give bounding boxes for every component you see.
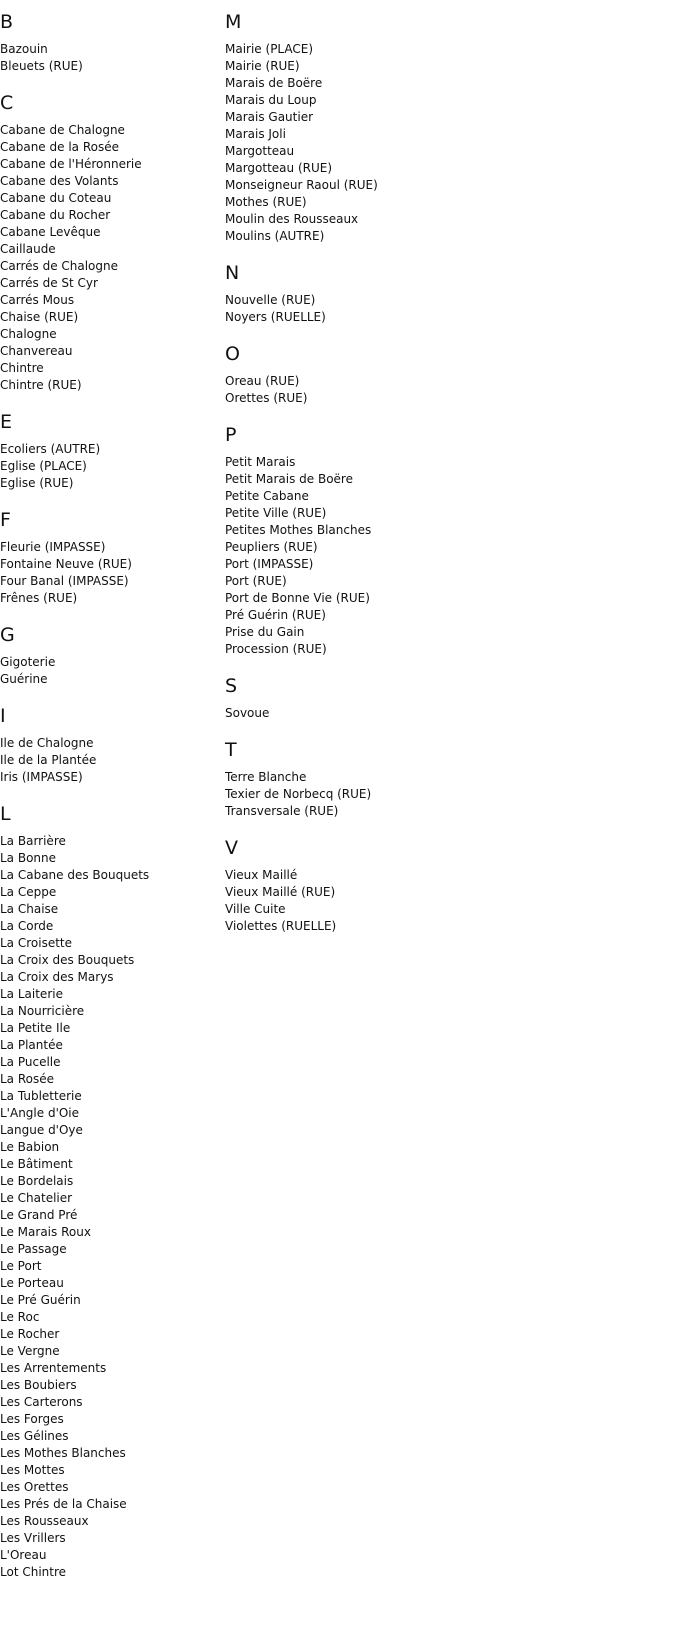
letter-group: [0, 705, 222, 786]
street-name: Monseigneur Raoul (RUE): [225, 178, 378, 192]
letter-group: [0, 11, 222, 75]
street-list: [0, 441, 222, 492]
street-index-left-column: [0, 0, 222, 1598]
letter-heading: M: [225, 11, 242, 33]
street-name: Les Mothes Blanches: [0, 1446, 126, 1460]
street-name: La Croix des Marys: [0, 970, 114, 984]
letter-group: [225, 262, 525, 326]
street-name: Le Port: [0, 1259, 42, 1273]
letter-heading: V: [225, 837, 238, 859]
street-list: [225, 867, 525, 935]
street-name: Eglise (RUE): [0, 476, 74, 490]
letter-heading: N: [225, 262, 240, 284]
street-name: Frênes (RUE): [0, 591, 78, 605]
street-list: [225, 705, 525, 722]
letter-heading: S: [225, 675, 238, 697]
street-name: Oreau (RUE): [225, 374, 300, 388]
letter-group: [0, 803, 222, 1581]
letter-heading: O: [225, 343, 240, 365]
street-name: Procession (RUE): [225, 642, 327, 656]
street-name: Le Bâtiment: [0, 1157, 73, 1171]
street-name: Le Chatelier: [0, 1191, 73, 1205]
street-list: [0, 41, 222, 75]
street-name: Bazouin: [0, 42, 48, 56]
street-name: Four Banal (IMPASSE): [0, 574, 129, 588]
letter-heading: I: [0, 705, 6, 727]
street-name: Le Roc: [0, 1310, 40, 1324]
street-list: [225, 373, 525, 407]
street-name: La Pucelle: [0, 1055, 61, 1069]
street-name: Cabane de la Rosée: [0, 140, 119, 154]
street-name: Guérine: [0, 672, 48, 686]
street-list: [225, 41, 525, 245]
street-name: Chaise (RUE): [0, 310, 79, 324]
street-name: Vieux Maillé (RUE): [225, 885, 336, 899]
street-name: Ville Cuite: [225, 902, 286, 916]
letter-group: [0, 624, 222, 688]
street-name: Le Vergne: [0, 1344, 60, 1358]
street-name: Les Forges: [0, 1412, 64, 1426]
street-name: Eglise (PLACE): [0, 459, 87, 473]
street-name: Petite Ville (RUE): [225, 506, 327, 520]
street-name: Cabane des Volants: [0, 174, 119, 188]
street-name: Prise du Gain: [225, 625, 305, 639]
street-name: La Petite Ile: [0, 1021, 71, 1035]
street-name: Port (IMPASSE): [225, 557, 314, 571]
street-name: La Nourricière: [0, 1004, 85, 1018]
street-name: Les Gélines: [0, 1429, 69, 1443]
street-name: Texier de Norbecq (RUE): [225, 787, 372, 801]
street-name: Cabane de l'Héronnerie: [0, 157, 142, 171]
street-list: [0, 539, 222, 607]
street-name: Nouvelle (RUE): [225, 293, 316, 307]
street-name: Margotteau: [225, 144, 295, 158]
letter-group: [225, 675, 525, 722]
street-name: Le Marais Roux: [0, 1225, 91, 1239]
street-name: Moulin des Rousseaux: [225, 212, 359, 226]
street-name: Les Mottes: [0, 1463, 65, 1477]
street-name: Chalogne: [0, 327, 57, 341]
street-name: Marais du Loup: [225, 93, 317, 107]
street-name: Les Vrillers: [0, 1531, 66, 1545]
street-name: Vieux Maillé: [225, 868, 298, 882]
street-name: Bleuets (RUE): [0, 59, 83, 73]
street-name: Le Pré Guérin: [0, 1293, 81, 1307]
letter-heading: P: [225, 424, 237, 446]
street-name: Mairie (RUE): [225, 59, 300, 73]
street-name: Ecoliers (AUTRE): [0, 442, 101, 456]
street-name: Noyers (RUELLE): [225, 310, 326, 324]
street-name: Carrés de St Cyr: [0, 276, 98, 290]
street-name: Sovoue: [225, 706, 270, 720]
street-name: Mairie (PLACE): [225, 42, 314, 56]
letter-heading: E: [0, 411, 13, 433]
street-name: Les Prés de la Chaise: [0, 1497, 127, 1511]
street-name: La Croix des Bouquets: [0, 953, 135, 967]
street-name: Petit Marais de Boëre: [225, 472, 353, 486]
letter-group: [0, 509, 222, 607]
letter-group: [0, 411, 222, 492]
street-list: [0, 833, 222, 1581]
street-name: La Ceppe: [0, 885, 57, 899]
street-name: Petit Marais: [225, 455, 296, 469]
street-name: Marais de Boëre: [225, 76, 323, 90]
street-list: [0, 735, 222, 786]
street-name: Ile de la Plantée: [0, 753, 97, 767]
street-name: Cabane de Chalogne: [0, 123, 125, 137]
letter-group: [225, 739, 525, 820]
street-list: [225, 454, 525, 658]
street-name: Marais Joli: [225, 127, 286, 141]
street-name: Cabane du Rocher: [0, 208, 111, 222]
street-name: Mothes (RUE): [225, 195, 307, 209]
street-name: Les Arrentements: [0, 1361, 107, 1375]
street-name: Carrés Mous: [0, 293, 75, 307]
street-name: Lot Chintre: [0, 1565, 67, 1579]
street-name: Chintre (RUE): [0, 378, 82, 392]
street-name: Fleurie (IMPASSE): [0, 540, 106, 554]
street-list: [0, 122, 222, 394]
street-name: Carrés de Chalogne: [0, 259, 119, 273]
street-name: Moulins (AUTRE): [225, 229, 325, 243]
letter-heading: G: [0, 624, 15, 646]
street-name: Chanvereau: [0, 344, 73, 358]
street-name: L'Angle d'Oie: [0, 1106, 80, 1120]
street-name: Le Babion: [0, 1140, 60, 1154]
street-name: Caillaude: [0, 242, 56, 256]
street-name: Cabane Levêque: [0, 225, 101, 239]
street-name: Langue d'Oye: [0, 1123, 83, 1137]
street-name: Violettes (RUELLE): [225, 919, 337, 933]
street-name: Le Grand Pré: [0, 1208, 78, 1222]
street-name: La Tubletterie: [0, 1089, 82, 1103]
street-name: Le Rocher: [0, 1327, 60, 1341]
street-name: Margotteau (RUE): [225, 161, 333, 175]
street-name: Petites Mothes Blanches: [225, 523, 372, 537]
street-name: Port de Bonne Vie (RUE): [225, 591, 370, 605]
street-name: Les Boubiers: [0, 1378, 77, 1392]
street-name: Gigoterie: [0, 655, 56, 669]
letter-group: [225, 343, 525, 407]
street-name: La Cabane des Bouquets: [0, 868, 150, 882]
street-name: Transversale (RUE): [225, 804, 339, 818]
street-name: La Barrière: [0, 834, 66, 848]
street-name: Marais Gautier: [225, 110, 314, 124]
street-name: Peupliers (RUE): [225, 540, 318, 554]
street-list: [0, 654, 222, 688]
street-name: Les Carterons: [0, 1395, 83, 1409]
street-name: Le Bordelais: [0, 1174, 74, 1188]
street-name: La Bonne: [0, 851, 57, 865]
street-name: Le Porteau: [0, 1276, 64, 1290]
street-name: La Chaise: [0, 902, 59, 916]
letter-group: [225, 837, 525, 935]
street-name: Chintre: [0, 361, 44, 375]
street-name: Orettes (RUE): [225, 391, 308, 405]
letter-group: [225, 11, 525, 245]
street-name: La Corde: [0, 919, 54, 933]
street-name: Les Rousseaux: [0, 1514, 89, 1528]
street-name: Fontaine Neuve (RUE): [0, 557, 132, 571]
street-name: Pré Guérin (RUE): [225, 608, 326, 622]
letter-heading: F: [0, 509, 11, 531]
street-name: La Croisette: [0, 936, 73, 950]
street-name: La Rosée: [0, 1072, 55, 1086]
letter-heading: T: [225, 739, 237, 761]
street-name: Iris (IMPASSE): [0, 770, 83, 784]
street-name: Les Orettes: [0, 1480, 69, 1494]
letter-heading: L: [0, 803, 11, 825]
letter-heading: B: [0, 11, 14, 33]
street-name: Cabane du Coteau: [0, 191, 112, 205]
street-name: Petite Cabane: [225, 489, 309, 503]
street-list: [225, 292, 525, 326]
street-index-right-column: [225, 0, 525, 952]
street-name: La Laiterie: [0, 987, 63, 1001]
street-name: Ile de Chalogne: [0, 736, 94, 750]
street-name: Terre Blanche: [225, 770, 307, 784]
street-name: Port (RUE): [225, 574, 287, 588]
street-name: La Plantée: [0, 1038, 63, 1052]
letter-group: [0, 92, 222, 394]
street-name: L'Oreau: [0, 1548, 47, 1562]
street-list: [225, 769, 525, 820]
letter-group: [225, 424, 525, 658]
letter-heading: C: [0, 92, 14, 114]
street-name: Le Passage: [0, 1242, 67, 1256]
